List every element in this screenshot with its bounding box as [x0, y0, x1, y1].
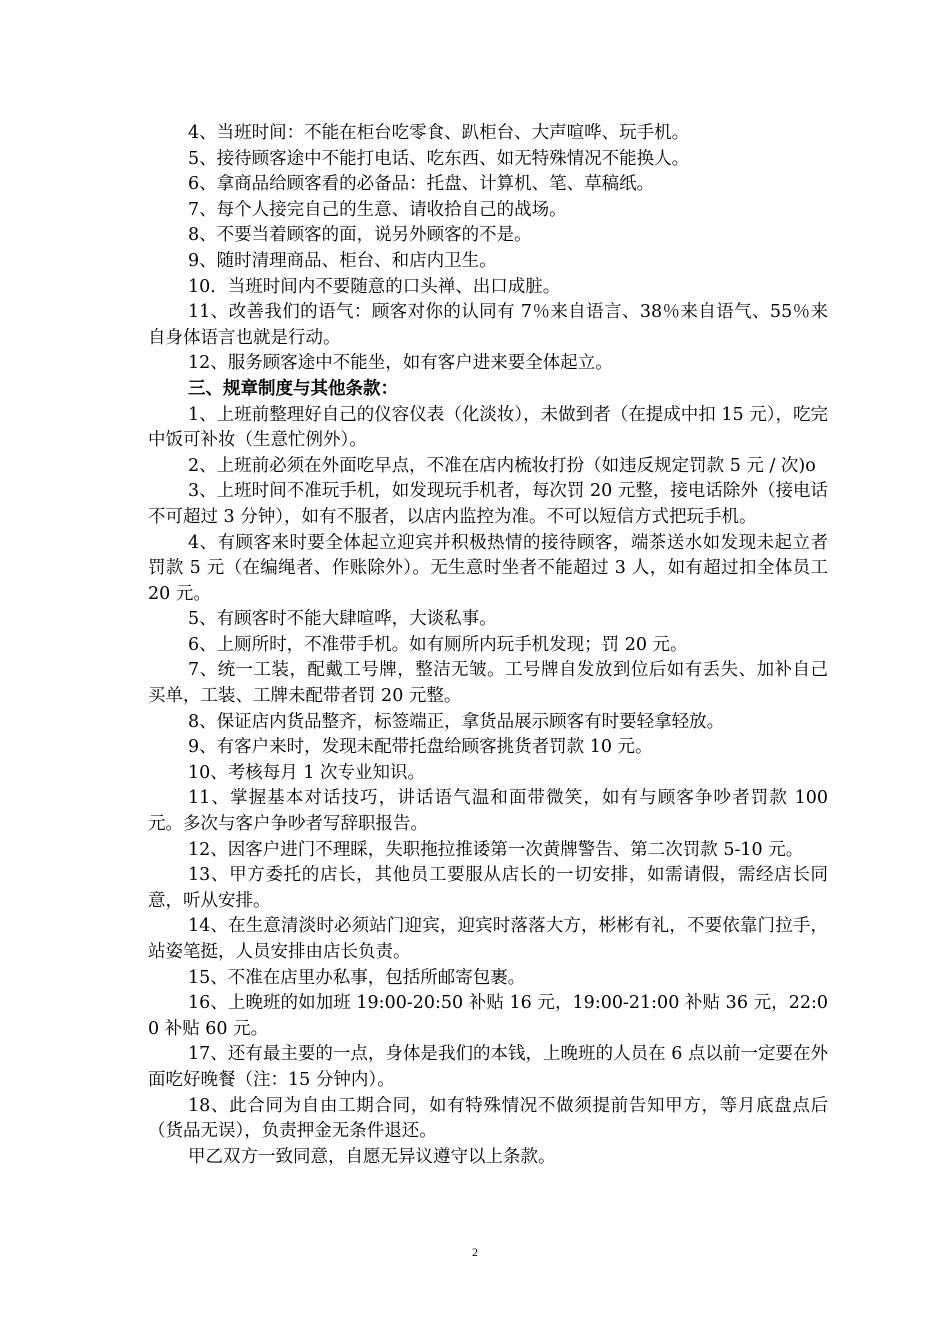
- rule-item: 10、考核每月 1 次专业知识。: [188, 762, 426, 783]
- rule-item: 15、不准在店里办私事，包括所邮寄包裹。: [188, 967, 526, 988]
- rule-item: 12、因客户进门不理睬，失职拖拉推诿第一次黄牌警告、第二次罚款 5-10 元。: [188, 839, 804, 860]
- page-number: 2: [472, 1245, 478, 1259]
- rule-item: 7、每个人接完自己的生意、请收拾自己的战场。: [188, 199, 567, 220]
- closing-statement: 甲乙双方一致同意，自愿无异议遵守以上条款。: [188, 1146, 556, 1167]
- rule-item: 12、服务顾客途中不能坐，如有客户进来要全体起立。: [188, 353, 613, 374]
- rule-item: 11、改善我们的语气：顾客对你的认同有 7％来自语言、38％来自语气、55％来自身体语言也就是行动。: [148, 302, 828, 348]
- rule-item: 4、当班时间：不能在柜台吃零食、趴柜台、大声喧哗、玩手机。: [188, 123, 690, 143]
- document-body: [148, 121, 828, 1170]
- rule-item: 4、有顾客来时要全体起立迎宾并积极热情的接待顾客，端茶送水如发现未起立者罚款 5 元（在编绳者、作账除外）。无生意时坐者不能超过 3 人，如有超过扣全体员工 20 元。: [148, 532, 828, 604]
- rule-item: 3、上班时间不准玩手机，如发现玩手机者，每次罚 20 元整，接电话除外（接电话不可超过 3 分钟），如有不服者，以店内监控为准。不可以短信方式把玩手机。: [148, 481, 828, 527]
- rule-item: 7、统一工装，配戴工号牌，整洁无皱。工号牌自发放到位后如有丢失、加补自己买单，工装、工牌未配带者罚 20 元整。: [148, 660, 828, 707]
- rule-item: 5、接待顾客途中不能打电话、吃东西、如无特殊情况不能换人。: [188, 148, 690, 169]
- rule-item: 9、随时清理商品、柜台、和店内卫生。: [188, 250, 497, 271]
- rule-item: 8、不要当着顾客的面，说另外顾客的不是。: [188, 225, 532, 246]
- section-heading: 三、规章制度与其他条款：: [188, 378, 398, 399]
- rule-item: 10．当班时间内不要随意的口头禅、出口成脏。: [188, 276, 561, 297]
- rule-item: 11、掌握基本对话技巧，讲话语气温和面带微笑，如有与顾客争吵者罚款 100 元。多次与客户争吵者写辞职报告。: [148, 788, 828, 835]
- rule-item: 16、上晚班的如加班 19:00-20:50 补贴 16 元，19:00-21:00 补贴 36 元，22:00 补贴 60 元。: [148, 993, 828, 1039]
- rule-item: 9、有客户来时，发现未配带托盘给顾客挑货者罚款 10 元。: [188, 737, 653, 758]
- rule-item: 17、还有最主要的一点，身体是我们的本钱，上晚班的人员在 6 点以前一定要在外面吃好晚餐（注：15 分钟内）。: [148, 1044, 828, 1090]
- rule-item: 13、甲方委托的店长，其他员工要服从店长的一切安排，如需请假，需经店长同意，听从安排。: [148, 865, 828, 911]
- rule-item: 5、有顾客时不能大肆喧哗，大谈私事。: [188, 609, 497, 630]
- rule-item: 18、此合同为自由工期合同，如有特殊情况不做须提前告知甲方，等月底盘点后（货品无误），负责押金无条件退还。: [148, 1095, 828, 1142]
- rule-item: 1、上班前整理好自己的仪容仪表（化淡妆），未做到者（在提成中扣 15 元），吃完中饭可补妆（生意忙例外）。: [148, 404, 828, 451]
- rule-item: 14、在生意清淡时必须站门迎宾，迎宾时落落大方，彬彬有礼，不要依靠门拉手，站姿笔挺，人员安排由店长负责。: [148, 916, 828, 962]
- rule-item: 6、拿商品给顾客看的必备品：托盘、计算机、笔、草稿纸。: [188, 174, 655, 195]
- rule-item: 6、上厕所时，不准带手机。如有厕所内玩手机发现；罚 20 元。: [188, 634, 688, 655]
- rule-item: 8、保证店内货品整齐，标签端正，拿货品展示顾客有时要轻拿轻放。: [188, 711, 725, 732]
- rule-item: 2、上班前必须在外面吃早点，不准在店内梳妆打扮（如违反规定罚款 5 元 / 次)o: [188, 455, 816, 476]
